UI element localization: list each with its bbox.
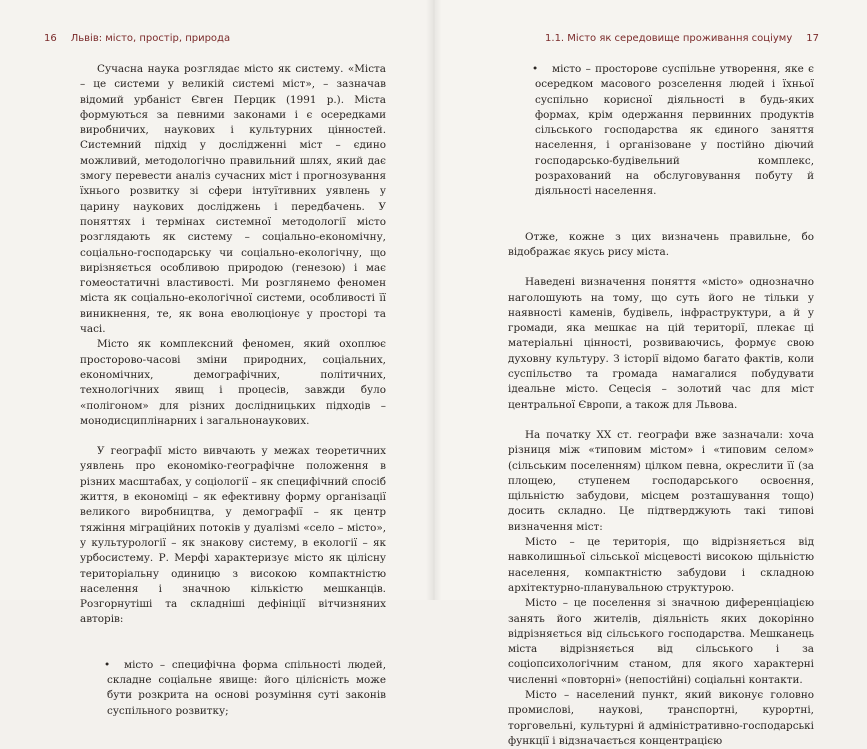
bullet-icon: • — [104, 658, 111, 671]
left-page — [0, 0, 433, 717]
right-paragraph-6: Місто – населений пункт, який виконує головно промислові, наукові, транспортні, курортні, торговельні, культурні й адміністративно-господарські функції і відзначається концентрацією — [508, 688, 814, 747]
left-bullet-text: місто – специфічна форма спільності людей, складне соціальне явище: його цілісність може бути розкрита на основі розуміння суті законів суспільного розвитку; — [107, 658, 386, 717]
right-running-head — [545, 33, 819, 44]
right-paragraph-2: Наведені визначення поняття «місто» однозначно наголошують на тому, що суть його не тільки у наявності каменів, будівель, інфраструктури, а й у громади, яка мешкає на цій території, плекає ці матеріальні цінності, розвиваючись, формує свою духовну культуру. З історії відомо багато фактів, коли суспільство та громада намагалися побудувати ідеальне місто. Сецесія – золотий час для міст центральної Європи, а також для Львова. — [508, 276, 814, 411]
right-paragraph-3: На початку ХХ ст. географи вже зазначали: хоча різниця між «типовим містом» і «типовим селом» (сільським поселенням) цілком певна, окреслити її (за площею, ступенем господарського освоєння, щільністю забудови, місцем розташування тощо) досить складно. Це підтверджують такі типові визначення міст: — [508, 428, 814, 533]
right-page — [433, 0, 867, 747]
left-paragraph-2: Місто як комплексний феномен, який охоплює просторово-часові зміни природних, соціальних, економічних, демографічних, політичних, технологічних явищ і процесів, завжди було «полігоном» для різних дослідницьких підходів – монодисциплінарних і загальнонаукових. — [80, 338, 386, 427]
left-page-number: 16 — [44, 33, 57, 44]
right-page-number: 17 — [806, 33, 819, 44]
right-paragraph-4: Місто – це територія, що відрізняється від навколишньої сільської місцевості високою щільністю населення, компактністю забудови і складною архітектурно-планувальною структурою. — [508, 536, 814, 594]
right-bullet-text: місто – просторове суспільне утворення, яке є осередком масового розселення людей і їхньої суспільно корисної діяльності в будь-яких формах, крім одержання первинних продуктів сільського господарства як єдиного заняття населення, і організоване у постійно діючий господарсько-будівельний комплекс, розрахований на обслуговування побуту й діяльності населення. — [535, 63, 814, 198]
right-paragraph-1: Отже, кожне з цих визначень правильне, бо відображає якусь рису міста. — [508, 230, 814, 258]
bullet-icon: • — [532, 63, 539, 75]
left-bullet-item — [80, 658, 386, 719]
left-paragraph-3: У географії місто вивчають у межах теоретичних уявлень про економіко-географічне положення в різних масштабах, у соціології – як специфічний спосіб життя, в економіці – як ефективну форму організації великого виробництва, у демографії – як центр тяжіння міграційних потоків у дуалізмі «село – місто», у культурології – як знакову систему, в екології – як урбосистему. Р. Мерфі характеризує місто як цілісну територіальну одиницю з високою компактністю населення і значною кількістю мешканців. Розгорнутіші та складніші дефініції вітчизняних авторів: — [80, 445, 386, 626]
right-bullet-item — [508, 62, 814, 200]
right-paragraph-5: Місто – це поселення зі значною диференціацією занять його жителів, діяльність яких докорінно відрізняється від сільського господарства. Мешканець міста відрізняється від сільського і за соціопсихологічним станом, для якого характерні численні «повторні» (непостійні) соціальні контакти. — [508, 597, 814, 686]
right-running-title: 1.1. Місто як середовище проживання соціуму — [545, 33, 793, 44]
book-gutter — [426, 0, 442, 600]
left-paragraph-1: Сучасна наука розглядає місто як систему. «Міста – це системи у великій системі міст», – зазначав відомий урбаніст Євген Перцик (1991 р.). Міста формуються за певними законами і є осередками виробничих, наукових і культурних цінностей. Системний підхід у дослідженні міст – єдино можливий, методологічно правильний шлях, який дає змогу перевести аналіз сучасних міст і прогнозування їхнього розвитку зі сфери інтуїтивних уявлень у царину наукових досліджень і передбачень. У поняттях і термінах системної методології місто розглядають як систему – соціально-економічну, соціально-господарську чи соціально-екологічну, що вирізняється особливою природою (генезою) і має гомеостатичні властивості. Ми розглянемо феномен міста як соціально-екологічної системи, особливості її виникнення, те, як вона еволюціонує у просторі та часі. — [80, 63, 386, 336]
left-text-column — [80, 62, 386, 719]
left-running-head — [44, 33, 230, 44]
right-text-column — [508, 62, 814, 749]
left-running-title: Львів: місто, простір, природа — [70, 33, 231, 44]
